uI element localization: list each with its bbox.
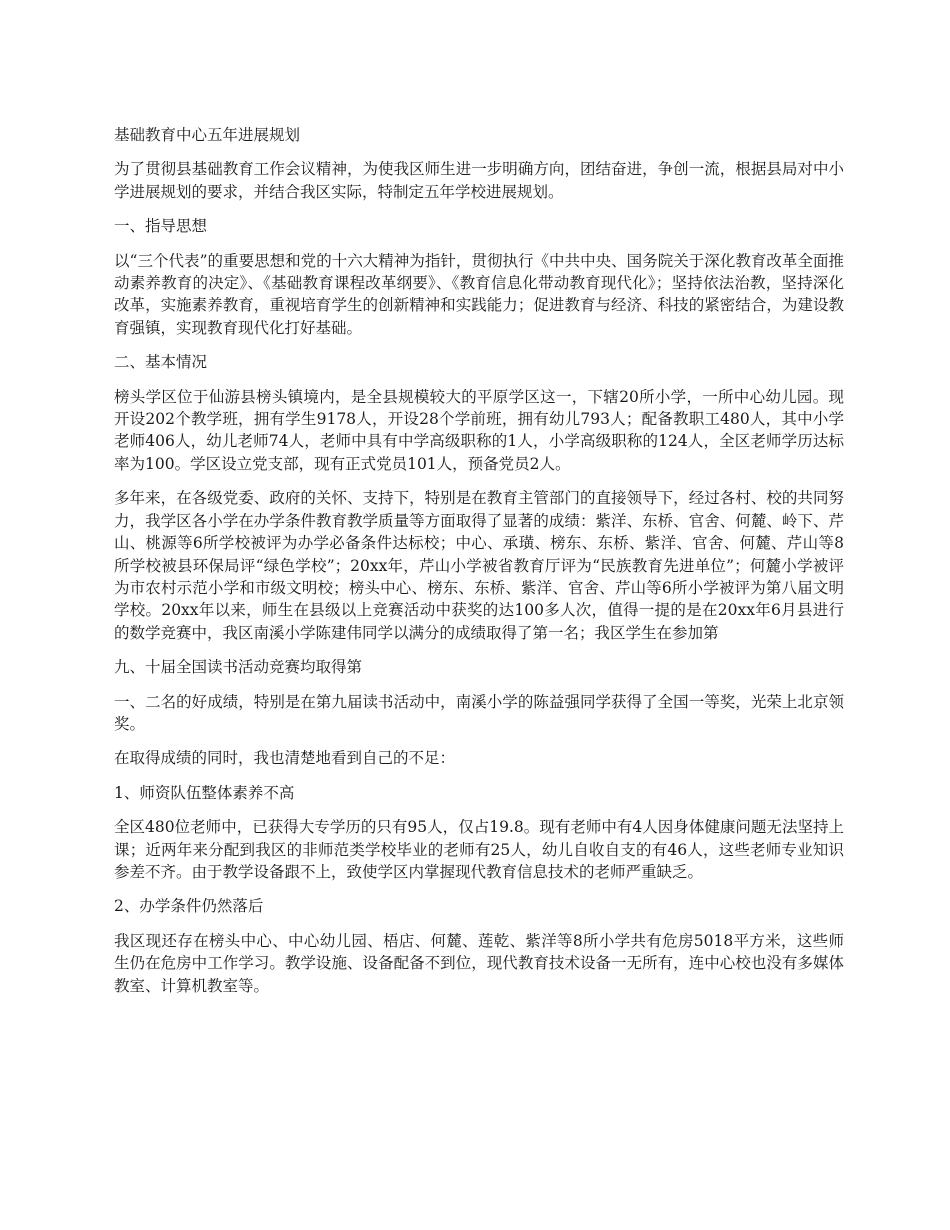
basic-situation-paragraph-1: 榜头学区位于仙游县榜头镇境内，是全县规模较大的平原学区这一，下辖20所小学，一所中心幼儿园。现开设202个教学班，拥有学生9178人，开设28个学前班，拥有幼儿793人；配备教职工480人，其中小学老师406人，幼儿老师74人，老师中具有中学高级职称的1人，小学高级职称的124人，全区老师学历达标率为100。学区设立党支部，现有正式党员101人，预备党员2人。 [114, 387, 844, 473]
intro-paragraph: 为了贯彻县基础教育工作会议精神，为使我区师生进一步明确方向，团结奋进，争创一流，根据县局对中小学进展规划的要求，并结合我区实际，特制定五年学校进展规划。 [114, 160, 844, 201]
document-title: 基础教育中心五年进展规划 [114, 126, 301, 144]
subsection-heading-teachers: 1、师资队伍整体素养不高 [114, 783, 295, 802]
teachers-paragraph: 全区480位老师中，已获得大专学历的只有95人，仅占19.8。现有老师中有4人因身体健康问题无法坚持上课；近两年来分配到我区的非师范类学校毕业的老师有25人，幼儿自收自支的有46人，这些老师专业知识参差不齐。由于教学设备跟不上，致使学区内掌握现代教育信息技术的老师严重缺乏。 [114, 818, 844, 881]
section-heading-guiding-thought: 一、指导思想 [114, 217, 208, 236]
subsection-heading-conditions: 2、办学条件仍然落后 [114, 897, 264, 916]
section-heading-basic-situation: 二、基本情况 [114, 353, 208, 372]
basic-situation-paragraph-3: 九、十届全国读书活动竞赛均取得第 [114, 658, 363, 677]
basic-situation-paragraph-2: 多年来，在各级党委、政府的关怀、支持下，特别是在教育主管部门的直接领导下，经过各村、校的共同努力，我学区各小学在办学条件教育教学质量等方面取得了显著的成绩：紫洋、东桥、官舍、何麓、岭下、芹山、桃源等6所学校被评为办学必备条件达标校；中心、承璜、榜东、东桥、紫洋、官舍、何麓、芹山等8所学校被县环保局评“绿色学校”；20xx年，芹山小学被省教育厅评为“民族教育先进单位”；何麓小学被评为市农村示范小学和市级文明校；榜头中心、榜东、东桥、紫洋、官舍、芹山等6所小学被评为第八届文明学校。20xx年以来，师生在县级以上竞赛活动中获奖的达100多人次，值得一提的是在20xx年6月县进行的数学竞赛中，我区南溪小学陈建伟同学以满分的成绩取得了第一名；我区学生在参加第 [114, 489, 844, 642]
conditions-paragraph: 我区现还存在榜头中心、中心幼儿园、梧店、何麓、莲乾、紫洋等8所小学共有危房5018平方米，这些师生仍在危房中工作学习。教学设施、设备配备不到位，现代教育技术设备一无所有，连中心校也没有多媒体教室、计算机教室等。 [114, 931, 844, 995]
guiding-thought-paragraph: 以“三个代表”的重要思想和党的十六大精神为指针，贯彻执行《中共中央、国务院关于深化教育改革全面推动素养教育的决定》、《基础教育课程改革纲要》、《教育信息化带动教育现代化》；坚持依法治教，坚持深化改革，实施素养教育，重视培育学生的创新精神和实践能力；促进教育与经济、科技的紧密结合，为建设教育强镇，实现教育现代化打好基础。 [114, 251, 844, 337]
document-content [114, 124, 844, 1009]
basic-situation-paragraph-4: 一、二名的好成绩，特别是在第九届读书活动中，南溪小学的陈益强同学获得了全国一等奖，光荣上北京领奖。 [114, 692, 844, 733]
basic-situation-paragraph-5: 在取得成绩的同时，我也清楚地看到自己的不足： [114, 749, 456, 768]
